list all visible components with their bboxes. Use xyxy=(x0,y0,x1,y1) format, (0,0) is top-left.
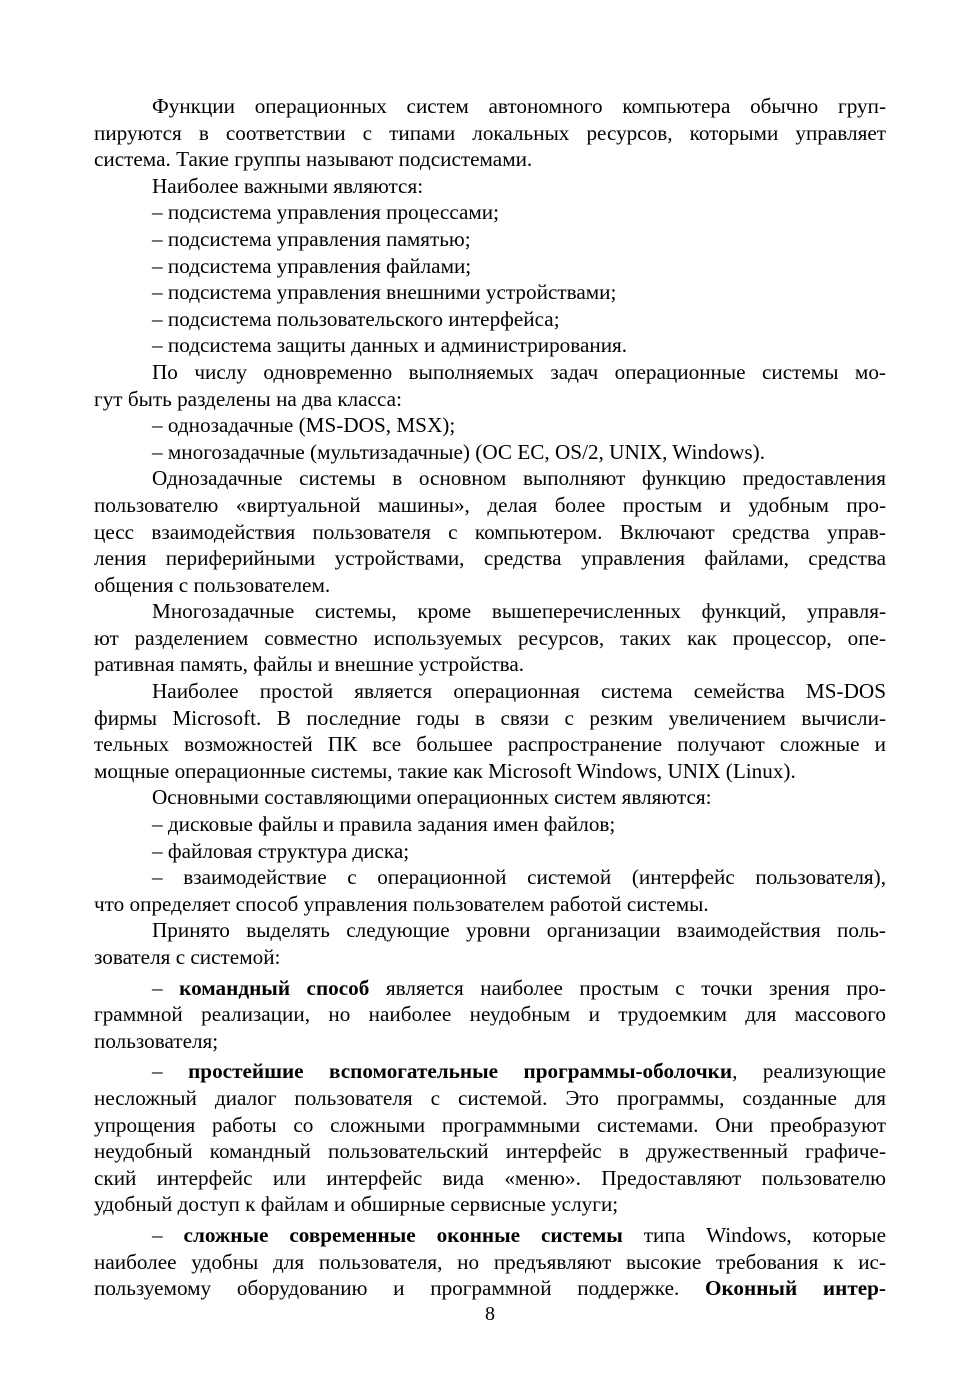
list-item: – подсистема управления внешними устройствами; xyxy=(152,280,617,305)
list-item: – подсистема управления процессами; xyxy=(152,200,500,225)
text-line: наиболее удобны для пользователя, но предъявляют высокие требования к ис- xyxy=(94,1249,886,1274)
text-line: что определяет способ управления пользователем работой системы. xyxy=(94,891,709,916)
text-line xyxy=(94,1275,886,1302)
text-line: Основными составляющими операционных систем являются: xyxy=(152,785,712,810)
text-fragment: является наиболее простым с точки зрения про- xyxy=(369,975,886,1000)
list-item: – однозадачные (MS-DOS, MSX); xyxy=(152,413,456,438)
text-line: Наиболее важными являются: xyxy=(152,173,424,198)
text-line: цесс взаимодействия пользователя с компьютером. Включают средства управ- xyxy=(94,519,886,544)
text-line: ления периферийными устройствами, средства управления файлами, средства xyxy=(94,546,886,571)
text-line: Многозадачные системы, кроме вышеперечисленных функций, управля- xyxy=(152,599,886,624)
text-line: гут быть разделены на два класса: xyxy=(94,386,402,411)
text-line: система. Такие группы называют подсистемами. xyxy=(94,147,533,172)
text-line: общения с пользователем. xyxy=(94,572,331,597)
text-line: Функции операционных систем автономного компьютера обычно груп- xyxy=(152,94,886,118)
term-window-interface: Оконный интер- xyxy=(705,1276,886,1301)
dash: – xyxy=(152,975,180,1000)
text-fragment: , реализующие xyxy=(732,1059,887,1084)
page-number: 8 xyxy=(485,1303,495,1325)
text-fragment: типа Windows, которые xyxy=(622,1222,887,1247)
text-line: зователя с системой: xyxy=(94,945,281,969)
list-item: – дисковые файлы и правила задания имен файлов; xyxy=(152,812,616,837)
text-line: По числу одновременно выполняемых задач операционные системы мо- xyxy=(152,359,886,384)
document-page xyxy=(94,93,886,1302)
text-fragment: пользуемому оборудованию и программной поддержке. xyxy=(94,1276,706,1301)
text-line: пользователя; xyxy=(94,1028,219,1053)
list-item: – многозадачные (мультизадачные) (ОС ЕС, OS/2, UNIX, Windows). xyxy=(152,439,766,464)
list-item: – файловая структура диска; xyxy=(152,838,410,863)
text-line: Наиболее простой является операционная система семейства MS-DOS xyxy=(152,679,886,704)
text-line: упрощения работы со сложными программными системами. Они преобразуют xyxy=(94,1112,886,1137)
text-line: фирмы Microsoft. В последние годы в связи с резким увеличением вычисли- xyxy=(94,705,886,730)
text-line: неудобный командный пользовательский интерфейс в дружественный графиче- xyxy=(94,1139,886,1164)
term-window-systems: сложные современные оконные системы xyxy=(183,1222,623,1247)
term-command-mode: командный способ xyxy=(179,975,370,1000)
text-line: тельных возможностей ПК все большее распространение получают сложные и xyxy=(94,732,886,757)
text-line: Принято выделять следующие уровни организации взаимодействия поль- xyxy=(152,918,886,943)
text-line: пируются в соответствии с типами локальных ресурсов, которыми управляет xyxy=(94,120,886,145)
list-item: – подсистема защиты данных и администрирования. xyxy=(152,333,628,358)
list-item: – подсистема управления памятью; xyxy=(152,226,471,251)
text-line: несложный диалог пользователя с системой. Это программы, созданные для xyxy=(94,1085,886,1110)
text-line: граммной реализации, но наиболее неудобным и трудоемким для массового xyxy=(94,1002,886,1027)
list-item-shells xyxy=(94,1058,886,1085)
text-line: ский интерфейс или интерфейс вида «меню». Предоставляют пользователю xyxy=(94,1165,886,1190)
text-line: ют разделением совместно используемых ресурсов, таких как процессор, опе- xyxy=(94,625,886,650)
dash: – xyxy=(152,1222,184,1247)
list-item: – взаимодействие с операционной системой (интерфейс пользователя), xyxy=(152,865,886,890)
term-shells: простейшие вспомогательные программы-оболочки xyxy=(188,1059,733,1084)
dash: – xyxy=(152,1059,189,1084)
list-item-window-systems xyxy=(94,1222,886,1249)
text-line: удобный доступ к файлам и обширные сервисные услуги; xyxy=(94,1192,619,1217)
text-line: пользователю «виртуальной машины», делая более простым и удобным про- xyxy=(94,492,886,517)
list-item: – подсистема управления файлами; xyxy=(152,253,472,278)
list-item-command-mode xyxy=(94,975,886,1002)
text-line: мощные операционные системы, такие как Microsoft Windows, UNIX (Linux). xyxy=(94,758,796,783)
list-item: – подсистема пользовательского интерфейса; xyxy=(152,306,560,331)
text-line: ративная память, файлы и внешние устройства. xyxy=(94,652,525,677)
text-line: Однозадачные системы в основном выполняют функцию предоставления xyxy=(152,466,886,491)
